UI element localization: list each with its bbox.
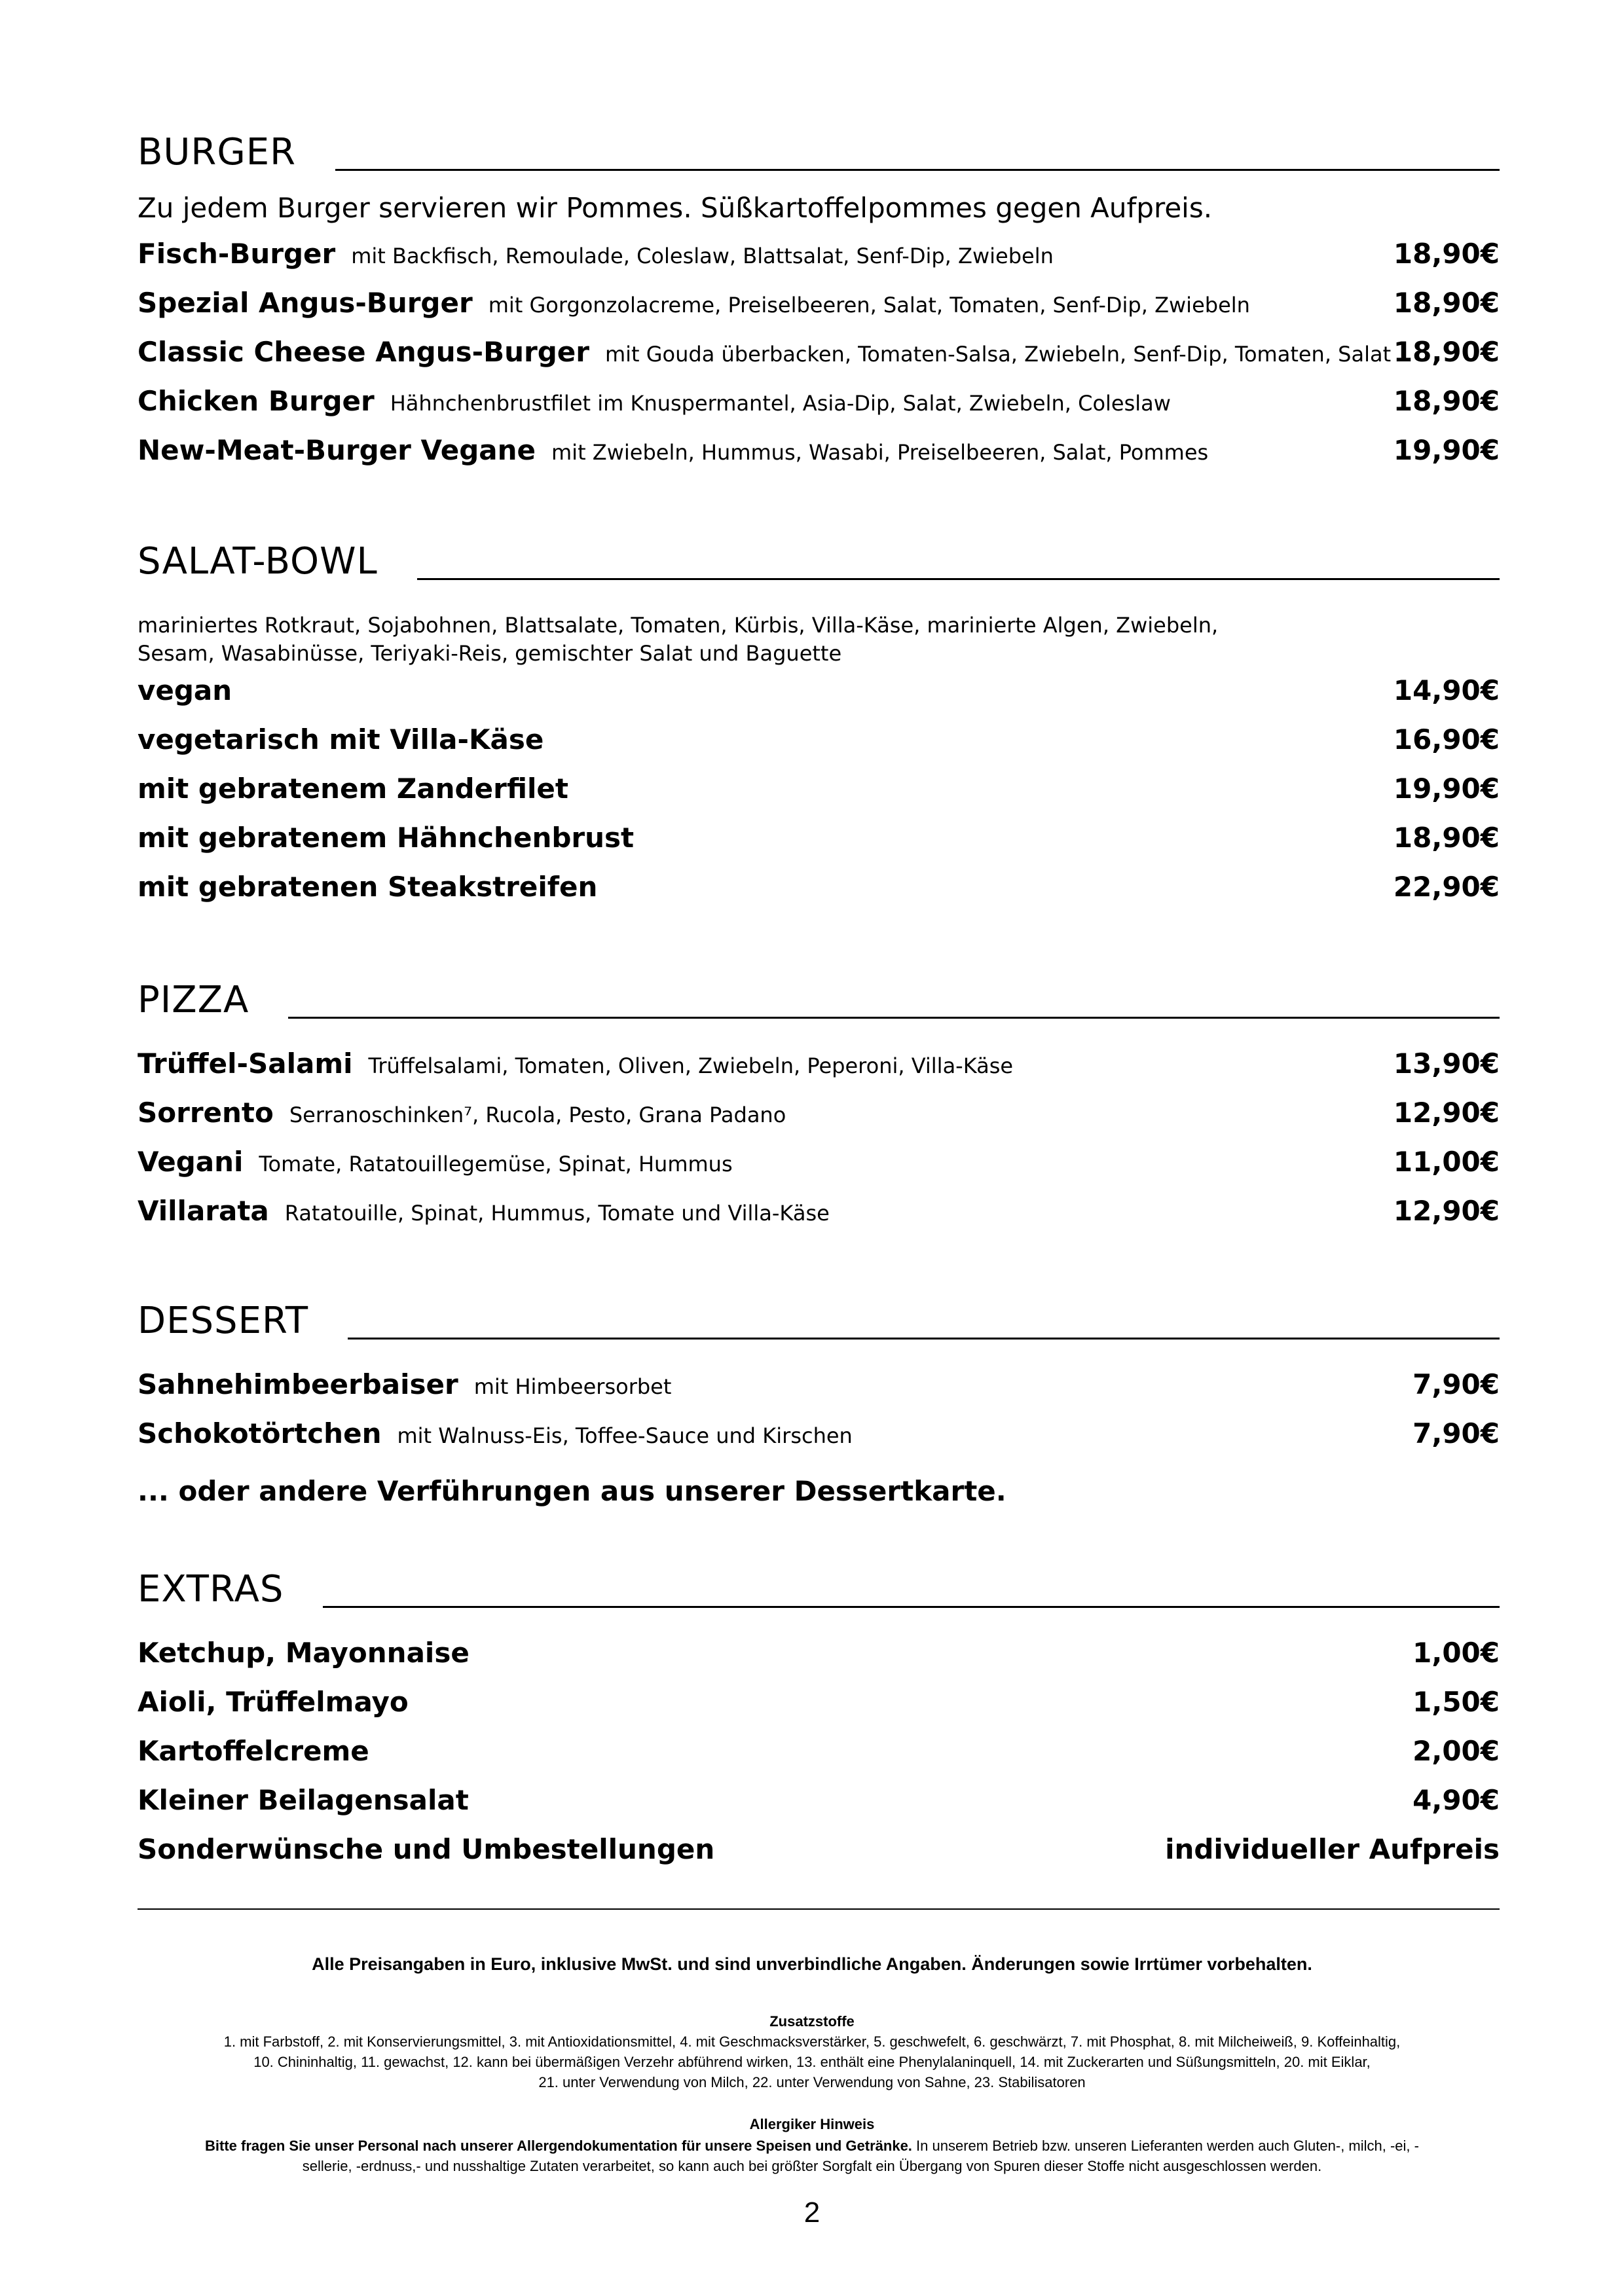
item-name: mit gebratenem Hähnchenbrust bbox=[138, 822, 635, 854]
menu-item bbox=[138, 1048, 1500, 1097]
item-name: mit gebratenen Steakstreifen bbox=[138, 871, 598, 903]
section-title: DESSERT bbox=[138, 1300, 309, 1342]
item-price: 22,90€ bbox=[1393, 871, 1500, 903]
menu-item bbox=[138, 434, 1500, 483]
item-name: Chicken Burger bbox=[138, 385, 375, 418]
item-price: 12,90€ bbox=[1393, 1097, 1500, 1129]
item-description: Tomate, Ratatouillegemüse, Spinat, Hummus bbox=[259, 1152, 733, 1176]
item-description: mit Gorgonzolacreme, Preiselbeeren, Salat, Tomaten, Senf-Dip, Zwiebeln bbox=[488, 293, 1250, 318]
item-name: Ketchup, Mayonnaise bbox=[138, 1637, 470, 1669]
section-description bbox=[138, 611, 1500, 668]
item-name: vegetarisch mit Villa-Käse bbox=[138, 723, 544, 756]
item-price: 1,50€ bbox=[1412, 1686, 1500, 1718]
allergy-title: Allergiker Hinweis bbox=[749, 2116, 875, 2132]
section-header bbox=[138, 121, 1500, 173]
item-price: 18,90€ bbox=[1393, 238, 1500, 270]
item-price: 18,90€ bbox=[1393, 385, 1500, 418]
item-name: Vegani bbox=[138, 1146, 244, 1178]
menu-item bbox=[138, 1097, 1500, 1146]
section-rule bbox=[323, 1606, 1500, 1608]
menu-item bbox=[138, 1368, 1500, 1417]
item-price: 19,90€ bbox=[1393, 773, 1500, 805]
menu-item bbox=[138, 822, 1500, 871]
item-price: 16,90€ bbox=[1393, 723, 1500, 756]
menu-item bbox=[138, 238, 1500, 287]
item-name: Kleiner Beilagensalat bbox=[138, 1784, 469, 1816]
item-list bbox=[138, 674, 1500, 920]
item-description: Ratatouille, Spinat, Hummus, Tomate und Villa-Käse bbox=[284, 1201, 830, 1226]
item-price: 11,00€ bbox=[1393, 1146, 1500, 1178]
item-description: mit Himbeersorbet bbox=[473, 1374, 672, 1399]
section-rule bbox=[417, 578, 1500, 580]
item-description: mit Zwiebeln, Hummus, Wasabi, Preiselbeeren, Salat, Pommes bbox=[551, 440, 1209, 465]
item-list bbox=[138, 1637, 1500, 1882]
item-price: 19,90€ bbox=[1393, 434, 1500, 467]
menu-item bbox=[138, 1146, 1500, 1195]
item-list bbox=[138, 1368, 1500, 1516]
item-price: 14,90€ bbox=[1393, 674, 1500, 707]
menu-item bbox=[138, 773, 1500, 822]
additives-line: 21. unter Verwendung von Milch, 22. unter Verwendung von Sahne, 23. Stabilisatoren bbox=[538, 2074, 1086, 2090]
section-header bbox=[138, 1290, 1500, 1342]
item-description: mit Gouda überbacken, Tomaten-Salsa, Zwiebeln, Senf-Dip, Tomaten, Salat bbox=[604, 342, 1392, 367]
allergy-line bbox=[98, 2136, 1526, 2156]
description-line: mariniertes Rotkraut, Sojabohnen, Blattsalate, Tomaten, Kürbis, Villa-Käse, marinierte Algen, Zwiebeln, bbox=[138, 613, 1219, 638]
menu-item bbox=[138, 871, 1500, 920]
item-list bbox=[138, 238, 1500, 483]
item-name: Kartoffelcreme bbox=[138, 1735, 369, 1767]
item-price: 7,90€ bbox=[1412, 1368, 1500, 1400]
item-price: 18,90€ bbox=[1393, 336, 1500, 369]
menu-item bbox=[138, 385, 1500, 434]
item-name: Classic Cheese Angus-Burger bbox=[138, 336, 589, 369]
section-title: EXTRAS bbox=[138, 1568, 284, 1611]
item-price: 7,90€ bbox=[1412, 1417, 1500, 1449]
item-name: Villarata bbox=[138, 1195, 269, 1227]
item-name: Trüffel-Salami bbox=[138, 1048, 353, 1080]
item-name: Sahnehimbeerbaiser bbox=[138, 1368, 458, 1400]
additives-line: 10. Chininhaltig, 11. gewachst, 12. kann bei übermäßigen Verzehr abführend wirken, 13. enthält eine Phenylalaninquell, 14. mit Zuckerarten und Süßungsmitteln, 20. mit Eiklar, bbox=[253, 2054, 1371, 2070]
item-price: 18,90€ bbox=[1393, 822, 1500, 854]
footer-divider bbox=[138, 1908, 1500, 1910]
menu-item bbox=[138, 1417, 1500, 1467]
item-name: Sorrento bbox=[138, 1097, 274, 1129]
menu-item bbox=[138, 1784, 1500, 1833]
section-salat-bowl bbox=[138, 530, 1500, 920]
item-name: mit gebratenem Zanderfilet bbox=[138, 773, 568, 805]
item-name: vegan bbox=[138, 674, 232, 707]
item-description: Serranoschinken⁷, Rucola, Pesto, Grana Padano bbox=[289, 1102, 786, 1127]
item-name: Sonderwünsche und Umbestellungen bbox=[138, 1833, 715, 1865]
item-name: Aioli, Trüffelmayo bbox=[138, 1686, 409, 1718]
section-rule bbox=[288, 1017, 1500, 1019]
menu-item bbox=[138, 1735, 1500, 1784]
item-list bbox=[138, 1048, 1500, 1244]
item-description: Hähnchenbrustfilet im Knuspermantel, Asia-Dip, Salat, Zwiebeln, Coleslaw bbox=[390, 391, 1171, 416]
section-pizza bbox=[138, 969, 1500, 1244]
additives-line: 1. mit Farbstoff, 2. mit Konservierungsmittel, 3. mit Antioxidationsmittel, 4. mit Geschmacksverstärker, 5. geschwefelt, 6. geschwärzt, 7. mit Phosphat, 8. mit Milcheiweiß, 9. Koffeinhaltig, bbox=[223, 2033, 1401, 2050]
menu-item bbox=[138, 1686, 1500, 1735]
allergy-text: In unserem Betrieb bzw. unseren Lieferanten werden auch Gluten-, milch, -ei, - bbox=[912, 2138, 1419, 2154]
menu-item bbox=[138, 287, 1500, 336]
dessert-note: ... oder andere Verführungen aus unserer Dessertkarte. bbox=[138, 1475, 1006, 1507]
item-name: Schokotörtchen bbox=[138, 1417, 382, 1449]
section-rule bbox=[348, 1338, 1500, 1339]
item-price: 13,90€ bbox=[1393, 1048, 1500, 1080]
item-description: mit Walnuss-Eis, Toffee-Sauce und Kirschen bbox=[397, 1423, 853, 1448]
item-price: individueller Aufpreis bbox=[1165, 1833, 1500, 1865]
allergy-bold-text: Bitte fragen Sie unser Personal nach unserer Allergendokumentation für unsere Speisen und Getränke. bbox=[205, 2138, 912, 2154]
item-price: 1,00€ bbox=[1412, 1637, 1500, 1669]
section-intro: Zu jedem Burger servieren wir Pommes. Süßkartoffelpommes gegen Aufpreis. bbox=[138, 192, 1213, 224]
item-price: 4,90€ bbox=[1412, 1784, 1500, 1816]
section-title: PIZZA bbox=[138, 979, 249, 1021]
menu-item bbox=[138, 723, 1500, 773]
menu-item bbox=[138, 336, 1500, 385]
description-line: Sesam, Wasabinüsse, Teriyaki-Reis, gemischter Salat und Baguette bbox=[138, 641, 842, 666]
item-description: mit Backfisch, Remoulade, Coleslaw, Blattsalat, Senf-Dip, Zwiebeln bbox=[351, 244, 1054, 269]
item-name: Fisch-Burger bbox=[138, 238, 336, 270]
page-number: 2 bbox=[803, 2196, 821, 2229]
menu-item bbox=[138, 1195, 1500, 1244]
item-name: New-Meat-Burger Vegane bbox=[138, 434, 536, 467]
menu-item bbox=[138, 1833, 1500, 1882]
section-header bbox=[138, 1558, 1500, 1611]
item-price: 12,90€ bbox=[1393, 1195, 1500, 1227]
section-header bbox=[138, 969, 1500, 1021]
section-rule bbox=[335, 169, 1500, 171]
section-extras bbox=[138, 1558, 1500, 1882]
item-name: Spezial Angus-Burger bbox=[138, 287, 473, 319]
section-title: BURGER bbox=[138, 131, 297, 173]
section-title: SALAT-BOWL bbox=[138, 540, 378, 583]
item-price: 2,00€ bbox=[1412, 1735, 1500, 1767]
price-disclaimer: Alle Preisangaben in Euro, inklusive MwSt. und sind unverbindliche Angaben. Änderungen sowie Irrtümer vorbehalten. bbox=[312, 1954, 1312, 1974]
allergy-line: sellerie, -erdnuss,- und nusshaltige Zutaten verarbeitet, so kann auch bei größter Sorgfalt ein Übergang von Spuren dieser Stoffe nicht ausgeschlossen werden. bbox=[302, 2158, 1322, 2174]
item-description: Trüffelsalami, Tomaten, Oliven, Zwiebeln, Peperoni, Villa-Käse bbox=[368, 1053, 1014, 1078]
additives-title: Zusatzstoffe bbox=[769, 2013, 855, 2030]
allergy-notice bbox=[98, 2136, 1526, 2176]
section-header bbox=[138, 530, 1500, 583]
item-price: 18,90€ bbox=[1393, 287, 1500, 319]
section-burger bbox=[138, 121, 1500, 483]
menu-item bbox=[138, 674, 1500, 723]
additives-list bbox=[98, 2032, 1526, 2092]
section-dessert bbox=[138, 1290, 1500, 1516]
menu-item bbox=[138, 1637, 1500, 1686]
